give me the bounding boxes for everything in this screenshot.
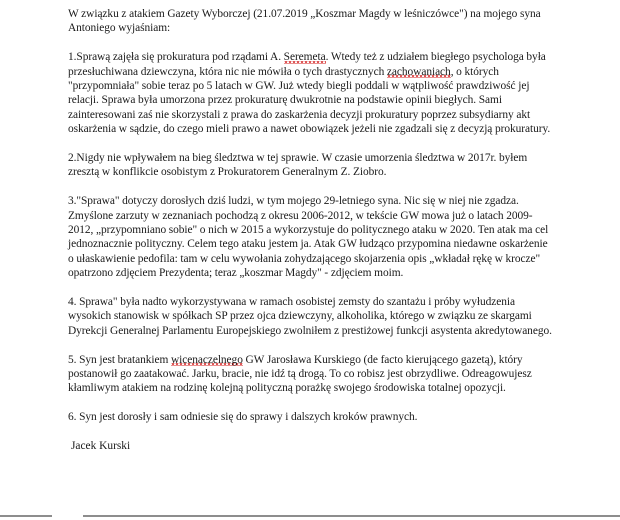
spellcheck-word-wicenaczelnego[interactable]: wicenaczelnego	[170, 353, 243, 366]
paragraph-6: 6. Syn jest dorosły i sam odniesie się do sprawy i dalszych kroków prawnych.	[68, 411, 418, 424]
paragraph-spacer	[68, 180, 554, 194]
scrollbar-gap	[52, 515, 83, 517]
paragraph-3: 3."Sprawa" dotyczy dorosłych dziś ludzi, w tym mojego 29-letniego syna. Nic się w niej nie zgadza. Zmyślone zarzuty w zeznaniach pochodzą z okresu 2006-2012, w tekście GW mowa już o latach 2009- 2012, „przypomniano sobie" o nich w 2015 a wykorzystuje do politycznego ataku w 2020. Ten atak ma cel jednoznacznie polityczny. Celem tego ataku jestem ja. Atak GW łudząco przypomina niedawne oskarżenie o ułaskawienie pedofila: tam w celu wywołania zohydzającego skojarzenia opis „wkładał rękę w krocze" opatrzono zdjęciem Prezydenta; teraz „koszmar Magdy" - zdjęciem moim.	[68, 195, 549, 280]
scrollbar-track-right[interactable]	[83, 515, 620, 517]
paragraph-spacer	[68, 338, 554, 352]
spellcheck-word-seremeta[interactable]: Seremeta	[283, 51, 326, 64]
paragraph-1	[68, 50, 554, 137]
paragraph-1-middle: . Wtedy też z udziałem biegłego psychologa była przesłuchiwana dziewczyna, która nic nie mówiła o tych drastycznych	[68, 51, 546, 78]
paragraph-1-suffix: , o których "przypomniała" sobie teraz po 5 latach w GW. Już wtedy biegli poddali w wątpliwość prawdziwość jej relacji. Sprawa była umorzona przez prokuraturę dwukrotnie na podstawie opinii biegłych. Sami zainteresowani zaś nie skorzystali z prawa do zaskarżenia decyzji prokuratury poprzez subsydiarny akt oskarżenia w sądzie, do czego mieli prawo a nawet obowiązek jeżeli nie zgadzali się z decyzją prokuratury.	[68, 65, 551, 136]
signature: Jacek Kurski	[71, 439, 131, 452]
scrollbar-track-left[interactable]	[0, 515, 52, 517]
horizontal-scrollbar[interactable]	[0, 512, 620, 520]
paragraph-4: 4. Sprawa" była nadto wykorzystywana w ramach osobistej zemsty do szantażu i próby wyłudzenia wysokich stanowisk w spółkach SP przez ojca dziewczyny, alkoholika, którego w związku ze skargami Dyrekcji Generalnej Parlamentu Europejskiego zwolniłem z prestiżowej funkcji asystenta akredytowanego.	[68, 296, 552, 337]
paragraph-intro: W związku z atakiem Gazety Wyborczej (21.07.2019 „Koszmar Magdy w leśniczówce") na mojego syna Antoniego wyjaśniam:	[68, 8, 541, 35]
spellcheck-word-zachowaniach[interactable]: zachowaniach	[386, 65, 451, 78]
paragraph-1-prefix: 1.Sprawą zajęła się prokuratura pod rządami A.	[68, 51, 284, 64]
paragraph-spacer	[68, 281, 554, 295]
paragraph-5-prefix: 5. Syn jest bratankiem	[68, 353, 171, 366]
paragraph-5	[68, 353, 554, 396]
letter-body	[68, 7, 554, 453]
paragraph-spacer	[68, 137, 554, 151]
paragraph-2: 2.Nigdy nie wpływałem na bieg śledztwa w tej sprawie. W czasie umorzenia śledztwa w 2017r. byłem zresztą w konflikcie osobistym z Prokuratorem Generalnym Z. Ziobro.	[68, 152, 528, 179]
paragraph-spacer	[68, 36, 554, 50]
paragraph-spacer	[68, 396, 554, 410]
paragraph-5-suffix: GW Jarosława Kurskiego (de facto kierującego gazetą), który postanowił go zaatakować. Jarku, bracie, nie idź tą drogą. To co robisz jest obrzydliwe. Odreagowujesz kłamliwym atakiem na rodzinę kolejną polityczną porażkę swojego środowiska totalnej opozycji.	[68, 353, 532, 395]
paragraph-spacer	[68, 425, 554, 439]
